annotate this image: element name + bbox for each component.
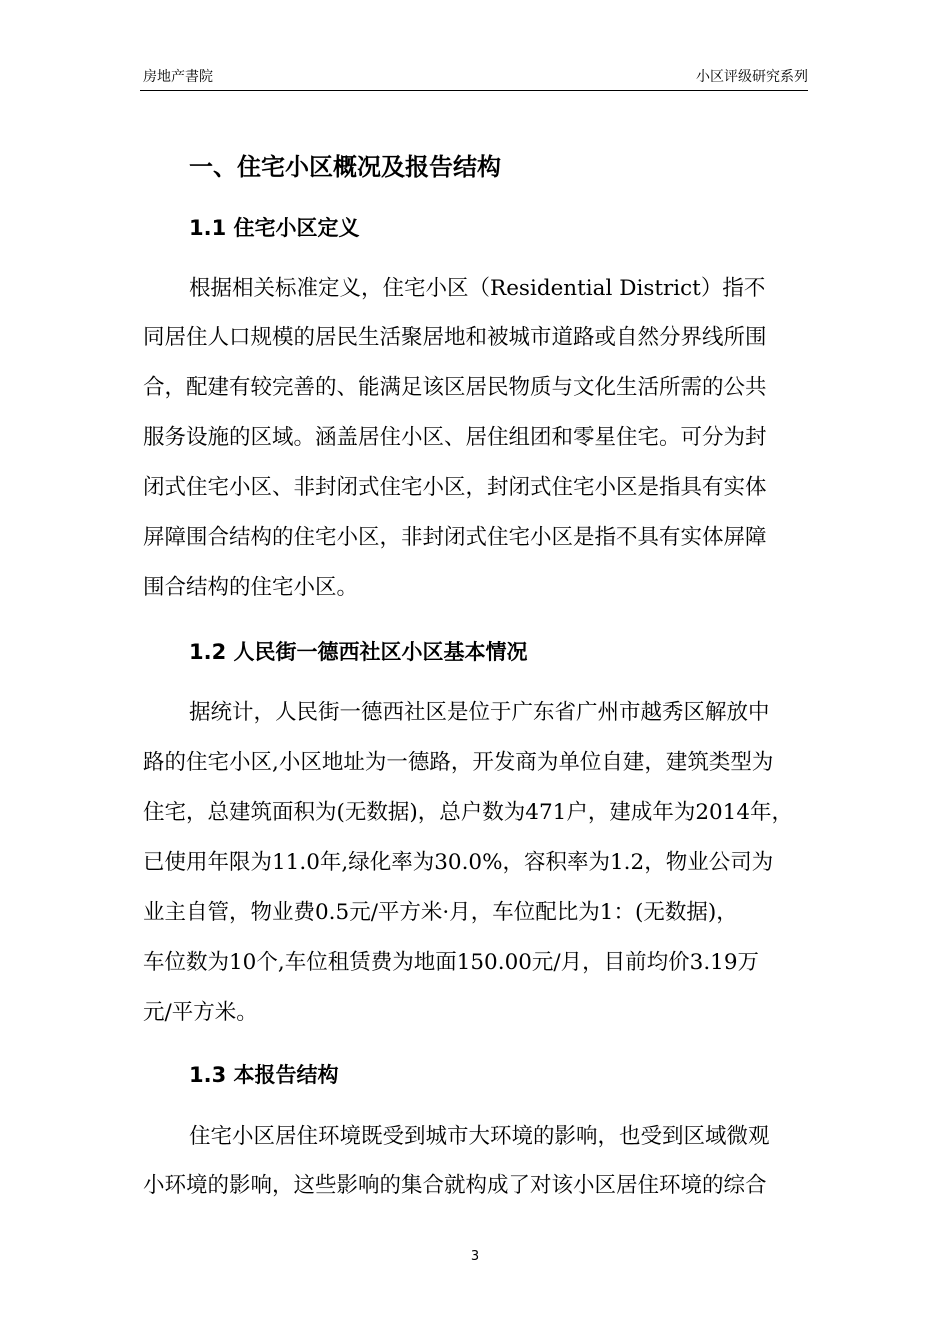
chapter-heading: 一、住宅小区概况及报告结构 [189, 153, 501, 181]
paragraph-line: 住宅，总建筑面积为(无数据)，总户数为471户，建成年为2014年， [143, 800, 794, 825]
section-heading-1-1: 1.1 住宅小区定义 [189, 216, 360, 240]
paragraph-line: 围合结构的住宅小区。 [143, 575, 359, 600]
paragraph-line: 屏障围合结构的住宅小区，非封闭式住宅小区是指不具有实体屏障 [143, 525, 767, 550]
paragraph-line: 住宅小区居住环境既受到城市大环境的影响，也受到区域微观 [189, 1124, 770, 1149]
paragraph-line: 业主自管，物业费0.5元/平方米·月，车位配比为1：(无数据)， [143, 900, 738, 925]
page-number: 3 [470, 1249, 480, 1264]
paragraph-line: 元/平方米。 [143, 1000, 258, 1025]
paragraph-line: 据统计，人民街一德西社区是位于广东省广州市越秀区解放中 [189, 700, 770, 725]
section-heading-1-3: 1.3 本报告结构 [189, 1063, 339, 1087]
paragraph-line: 路的住宅小区,小区地址为一德路，开发商为单位自建，建筑类型为 [143, 750, 774, 775]
header-right: 小区评级研究系列 [696, 69, 808, 85]
paragraph-line: 服务设施的区域。涵盖居住小区、居住组团和零星住宅。可分为封 [143, 425, 767, 450]
paragraph-line: 已使用年限为11.0年,绿化率为30.0%，容积率为1.2，物业公司为 [143, 850, 774, 875]
paragraph-line: 闭式住宅小区、非封闭式住宅小区，封闭式住宅小区是指具有实体 [143, 475, 767, 500]
section-heading-1-2: 1.2 人民街一德西社区小区基本情况 [189, 640, 528, 664]
paragraph-line: 合，配建有较完善的、能满足该区居民物质与文化生活所需的公共 [143, 375, 767, 400]
header-divider [140, 90, 808, 91]
paragraph-line: 根据相关标准定义，住宅小区（Residential District）指不 [189, 276, 766, 301]
paragraph-line: 同居住人口规模的居民生活聚居地和被城市道路或自然分界线所围 [143, 325, 767, 350]
header-left: 房地产書院 [143, 69, 213, 85]
paragraph-line: 小环境的影响，这些影响的集合就构成了对该小区居住环境的综合 [143, 1173, 767, 1198]
paragraph-line: 车位数为10个,车位租赁费为地面150.00元/月，目前均价3.19万 [143, 950, 760, 975]
